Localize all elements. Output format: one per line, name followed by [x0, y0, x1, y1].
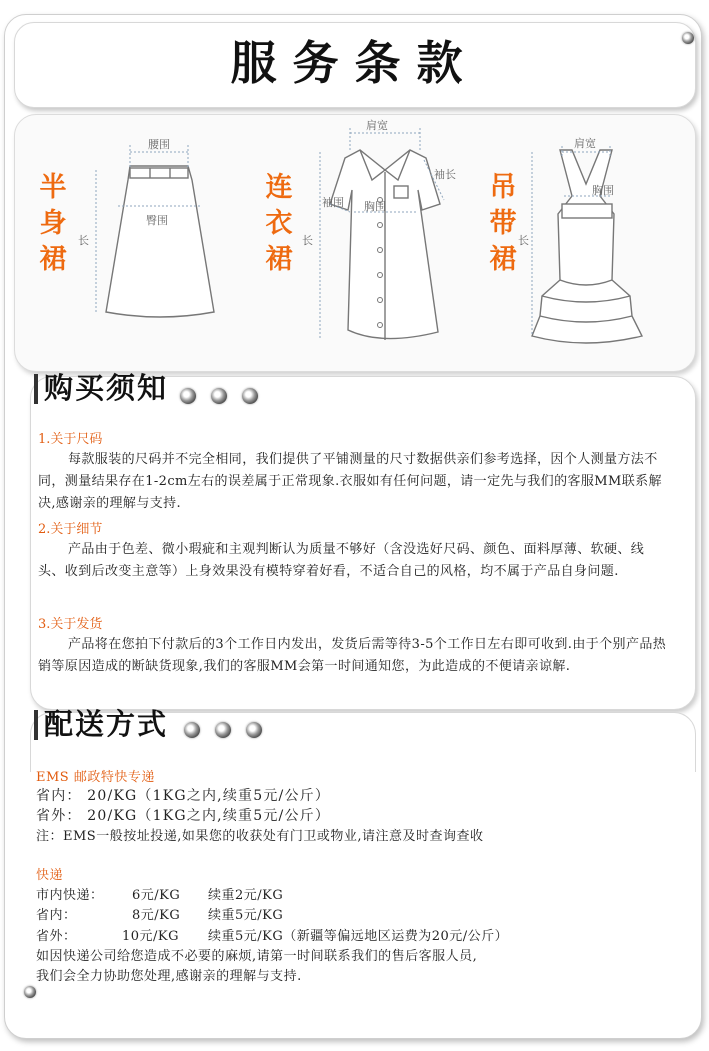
notice-heading-bar: [34, 374, 38, 404]
express-extra: 续重5元/KG（新疆等偏远地区运费为20元/公斤）: [208, 929, 509, 944]
notice-heading: 购买须知: [44, 371, 169, 405]
ems-title: EMS 邮政特快专递: [36, 770, 155, 785]
ems-note-line: 注：EMS一般按址投递,如果您的收获处有门卫或物业,请注意及时查询查收: [36, 829, 484, 844]
ems-outside-line: 省外： 20/KG（1KG之内,续重5元/公斤）: [36, 808, 331, 824]
express-note-2: 我们会全力协助您处理,感谢亲的理解与支持.: [36, 969, 302, 984]
gem-icon: [180, 388, 196, 404]
express-price: 6元/KG: [132, 888, 181, 903]
page-title: 服务条款: [230, 36, 479, 90]
corner-gem-icon: [682, 32, 694, 44]
garment-diagrams: [0, 0, 709, 380]
gem-icon: [184, 722, 200, 738]
express-row-outside: [36, 927, 508, 947]
ems-province-line: 省内： 20/KG（1KG之内,续重5元/公斤）: [36, 788, 331, 804]
gem-icon: [211, 388, 227, 404]
dress-chest-label: 胸围: [364, 200, 386, 213]
sling-shoulder-label: 肩宽: [574, 137, 596, 150]
skirt-label: 半身裙: [39, 172, 67, 275]
dress-cuff-label: 袖围: [322, 196, 344, 209]
express-area: 省内：: [36, 908, 77, 923]
gem-icon: [215, 722, 231, 738]
dress-label: 连衣裙: [265, 172, 293, 275]
detail-section-title: 2.关于细节: [38, 522, 103, 537]
skirt-illustration: [106, 166, 214, 317]
detail-section-body: 产品由于色差、微小瑕疵和主观判断认为质量不够好（含没选好尺码、颜色、面料厚薄、软硬、线头、收到后改变主意等）上身效果没有模特穿着好看，不适合自己的风格，均不属于产品自身问题.: [38, 542, 645, 579]
express-price: 10元/KG: [122, 929, 180, 944]
express-row-city: [36, 886, 283, 906]
shipping-section-body: 产品将在您拍下付款后的3个工作日内发出，发货后需等待3-5个工作日左右即可收到.由于个别产品热销等原因造成的断缺货现象,我们的客服MM会第一时间通知您，为此造成的不便请亲谅解.: [38, 637, 667, 674]
sling-length-label: 长: [518, 234, 529, 247]
size-section-body: 每款服装的尺码并不完全相同，我们提供了平铺测量的尺寸数据供亲们参考选择，因个人测量方法不同，测量结果存在1-2cm左右的误差属于正常现象.衣服如有任何问题，请一定先与我们的客服MM联系解决,感谢亲的理解与支持.: [38, 452, 662, 511]
delivery-heading: 配送方式: [44, 707, 169, 741]
skirt-hip-label: 臀围: [146, 214, 168, 227]
express-row-province: [36, 906, 283, 926]
dress-illustration: [330, 150, 440, 340]
gem-icon: [246, 722, 262, 738]
dress-shoulder-label: 肩宽: [366, 119, 388, 132]
delivery-decor-gems: [184, 722, 262, 738]
express-area: 市内快递：: [36, 888, 104, 903]
delivery-heading-bar: [34, 710, 38, 740]
express-extra: 续重5元/KG: [208, 908, 284, 923]
express-title: 快递: [36, 868, 64, 883]
sling-dress-label: 吊带裙: [489, 172, 517, 275]
size-section-title: 1.关于尺码: [38, 432, 103, 447]
express-extra: 续重2元/KG: [208, 888, 284, 903]
sling-dress-illustration: [532, 150, 642, 343]
gem-icon: [242, 388, 258, 404]
sling-chest-label: 胸围: [592, 184, 614, 197]
express-note-1: 如因快递公司给您造成不必要的麻烦,请第一时间联系我们的售后客服人员,: [36, 949, 478, 964]
skirt-length-label: 长: [78, 234, 89, 247]
skirt-waist-label: 腰围: [148, 138, 170, 151]
dress-length-label: 长: [302, 234, 313, 247]
corner-gem-icon: [24, 986, 36, 998]
notice-decor-gems: [180, 388, 258, 404]
express-area: 省外：: [36, 929, 77, 944]
shipping-section-title: 3.关于发货: [38, 617, 103, 632]
dress-sleeve-label: 袖长: [434, 168, 456, 181]
express-price: 8元/KG: [132, 908, 181, 923]
